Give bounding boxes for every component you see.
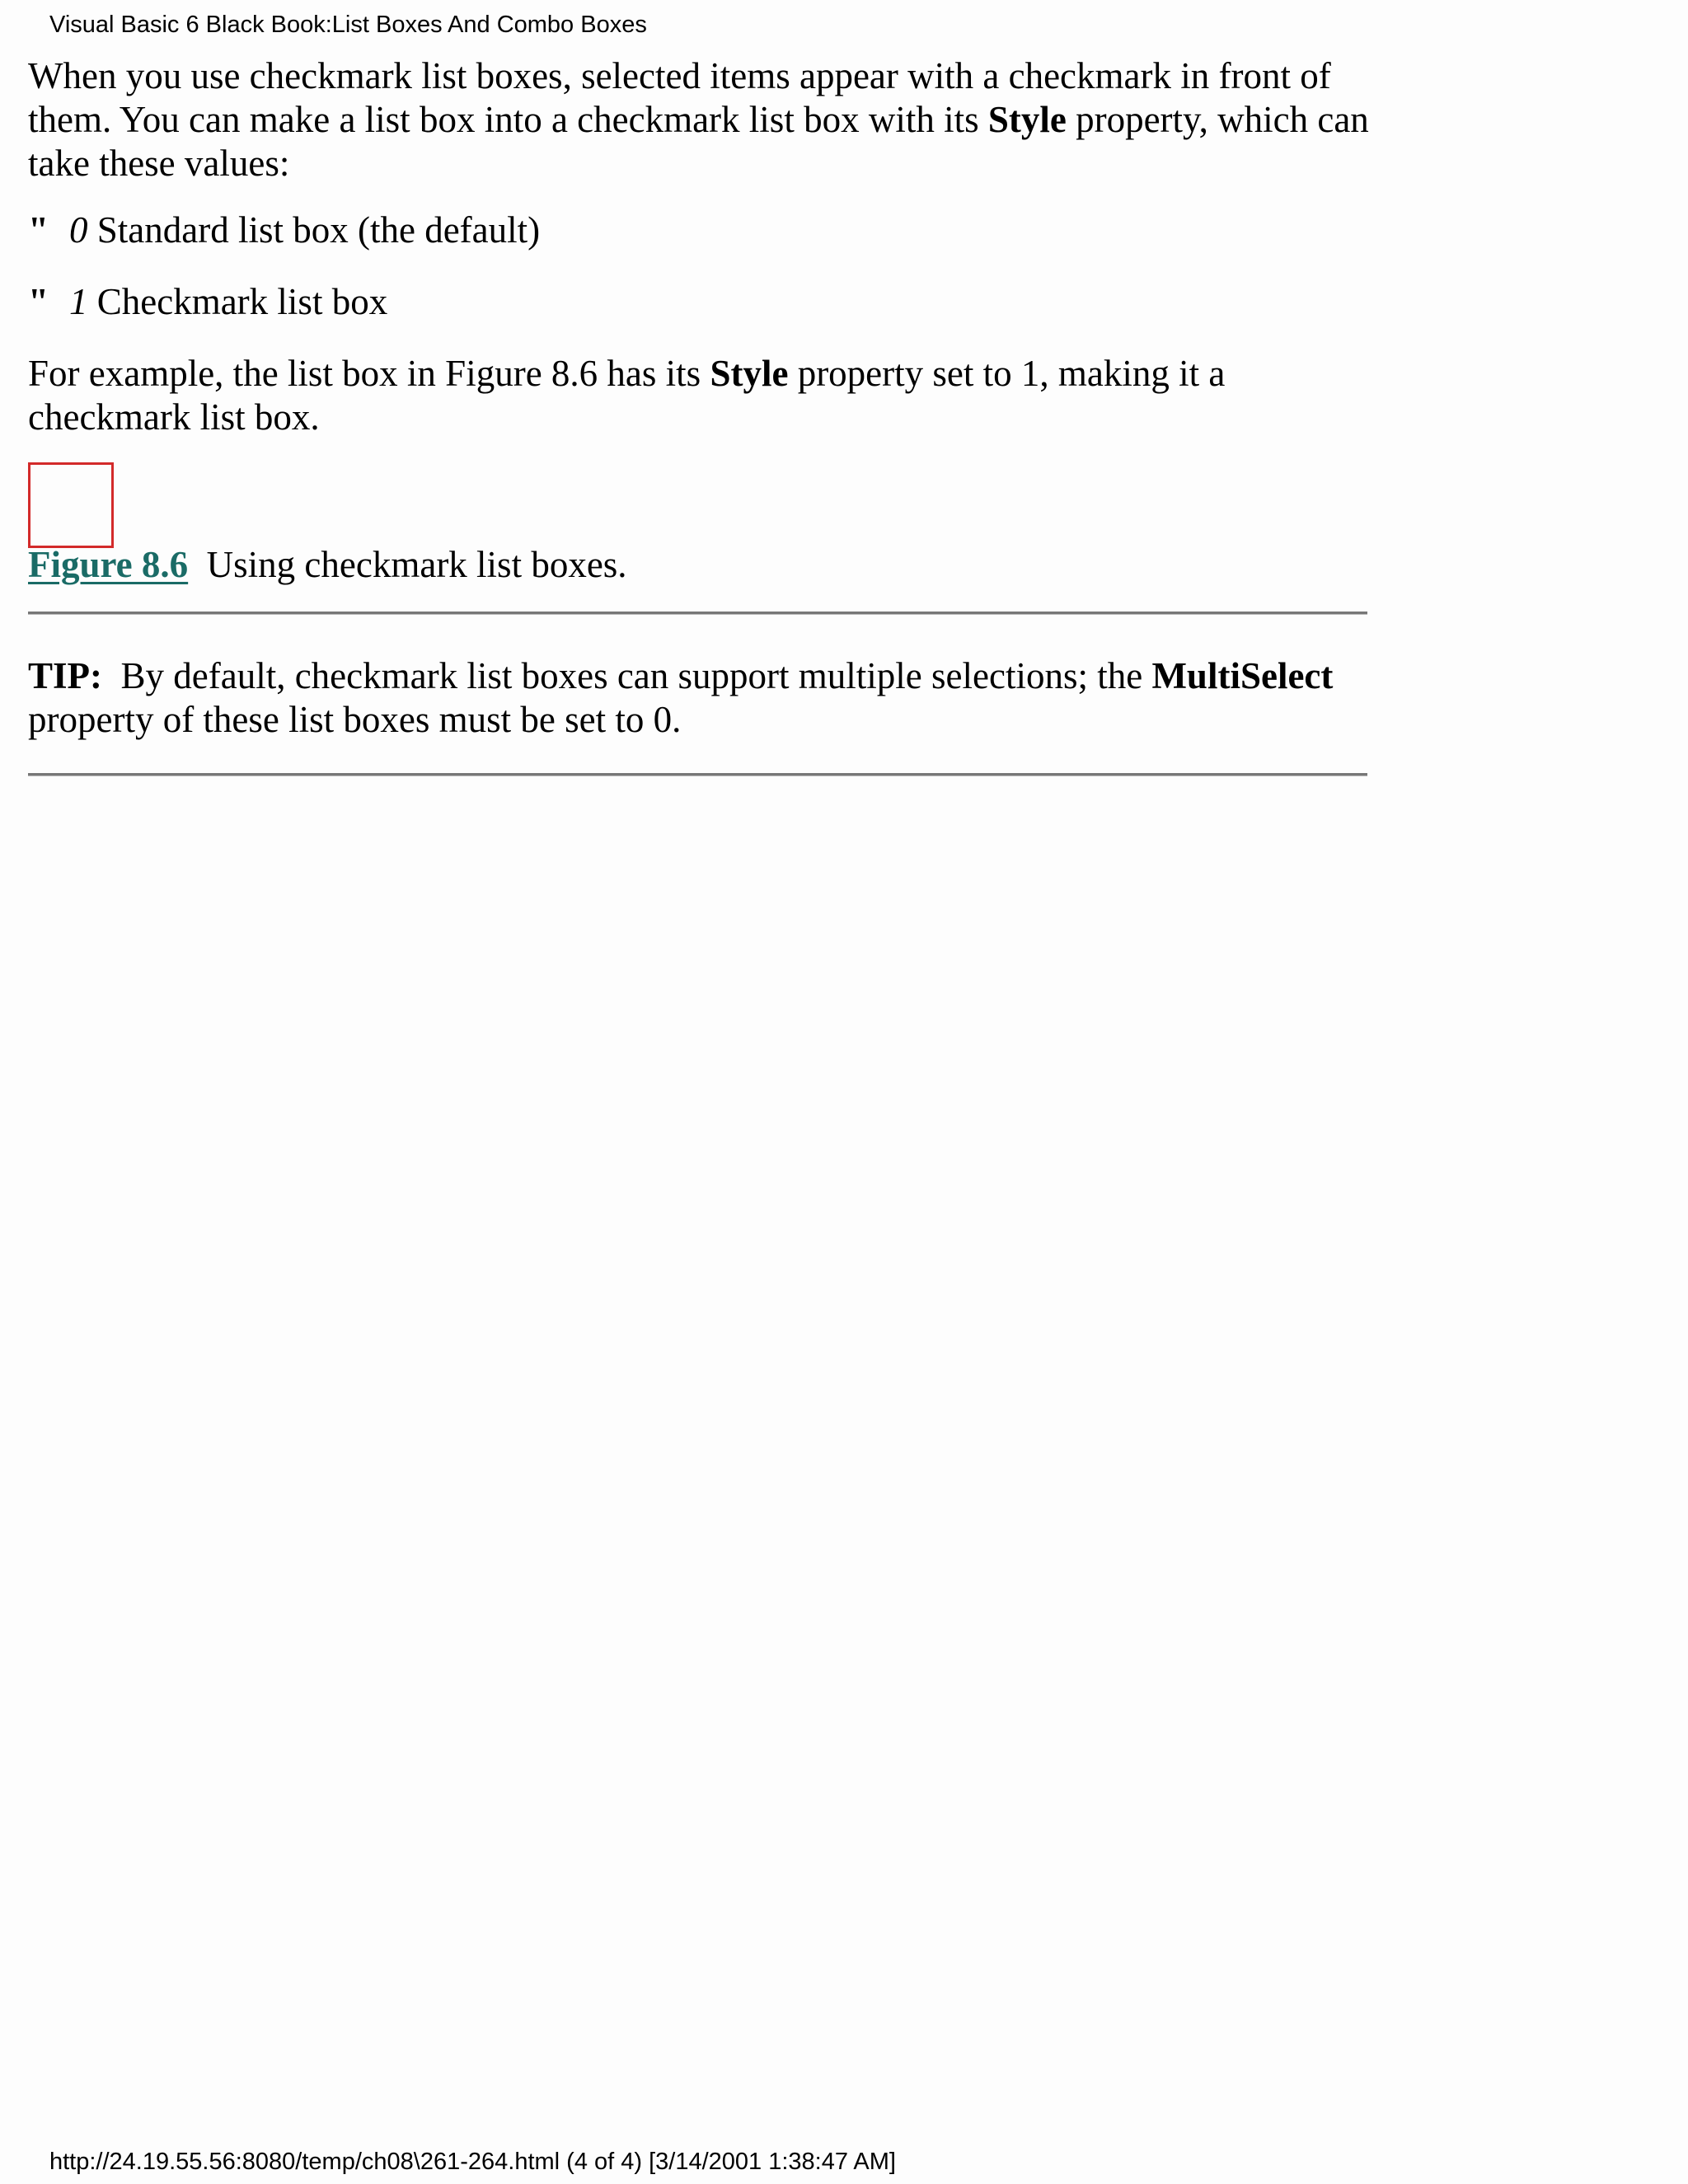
broken-image-placeholder[interactable] bbox=[28, 462, 114, 548]
intro-text-1: When you use checkmark list boxes, selected items appear with a checkmark in front of them. You can make a list box into a checkmark list box with its bbox=[28, 55, 1331, 140]
style-value-item bbox=[28, 280, 1380, 324]
tip-label: TIP: bbox=[28, 655, 102, 696]
tip-text-1: By default, checkmark list boxes can support multiple selections; the bbox=[120, 655, 1152, 696]
tip-paragraph bbox=[28, 654, 1380, 742]
document-body bbox=[28, 54, 1380, 776]
example-paragraph bbox=[28, 352, 1380, 439]
figure-caption bbox=[28, 543, 1380, 587]
divider bbox=[28, 612, 1367, 615]
intro-paragraph bbox=[28, 54, 1380, 185]
multiselect-keyword: MultiSelect bbox=[1151, 655, 1334, 696]
intro-text-2: property, which can take these values: bbox=[28, 99, 1369, 184]
bullet-marker: " bbox=[28, 281, 49, 322]
style-value-description: Standard list box (the default) bbox=[87, 209, 541, 251]
style-keyword: Style bbox=[710, 353, 789, 394]
bullet-marker: " bbox=[28, 209, 49, 251]
style-keyword: Style bbox=[987, 99, 1067, 140]
style-value-description: Checkmark list box bbox=[87, 281, 388, 322]
figure-link[interactable]: Figure 8.6 bbox=[28, 544, 189, 585]
page-header: Visual Basic 6 Black Book:List Boxes And Combo Boxes bbox=[49, 12, 647, 38]
divider bbox=[28, 773, 1367, 776]
example-text-2: property set to 1, making it a checkmark list box. bbox=[28, 353, 1226, 438]
page-footer-url: http://24.19.55.56:8080/temp/ch08\261-264.html (4 of 4) [3/14/2001 1:38:47 AM] bbox=[49, 2149, 896, 2175]
figure-caption-text: Using checkmark list boxes. bbox=[206, 544, 627, 585]
tip-text-2: property of these list boxes must be set to 0. bbox=[28, 699, 682, 740]
style-value-item bbox=[28, 209, 1380, 252]
style-value-number: 1 bbox=[69, 281, 88, 322]
example-text-1: For example, the list box in Figure 8.6 has its bbox=[28, 353, 710, 394]
style-value-number: 0 bbox=[69, 209, 88, 251]
